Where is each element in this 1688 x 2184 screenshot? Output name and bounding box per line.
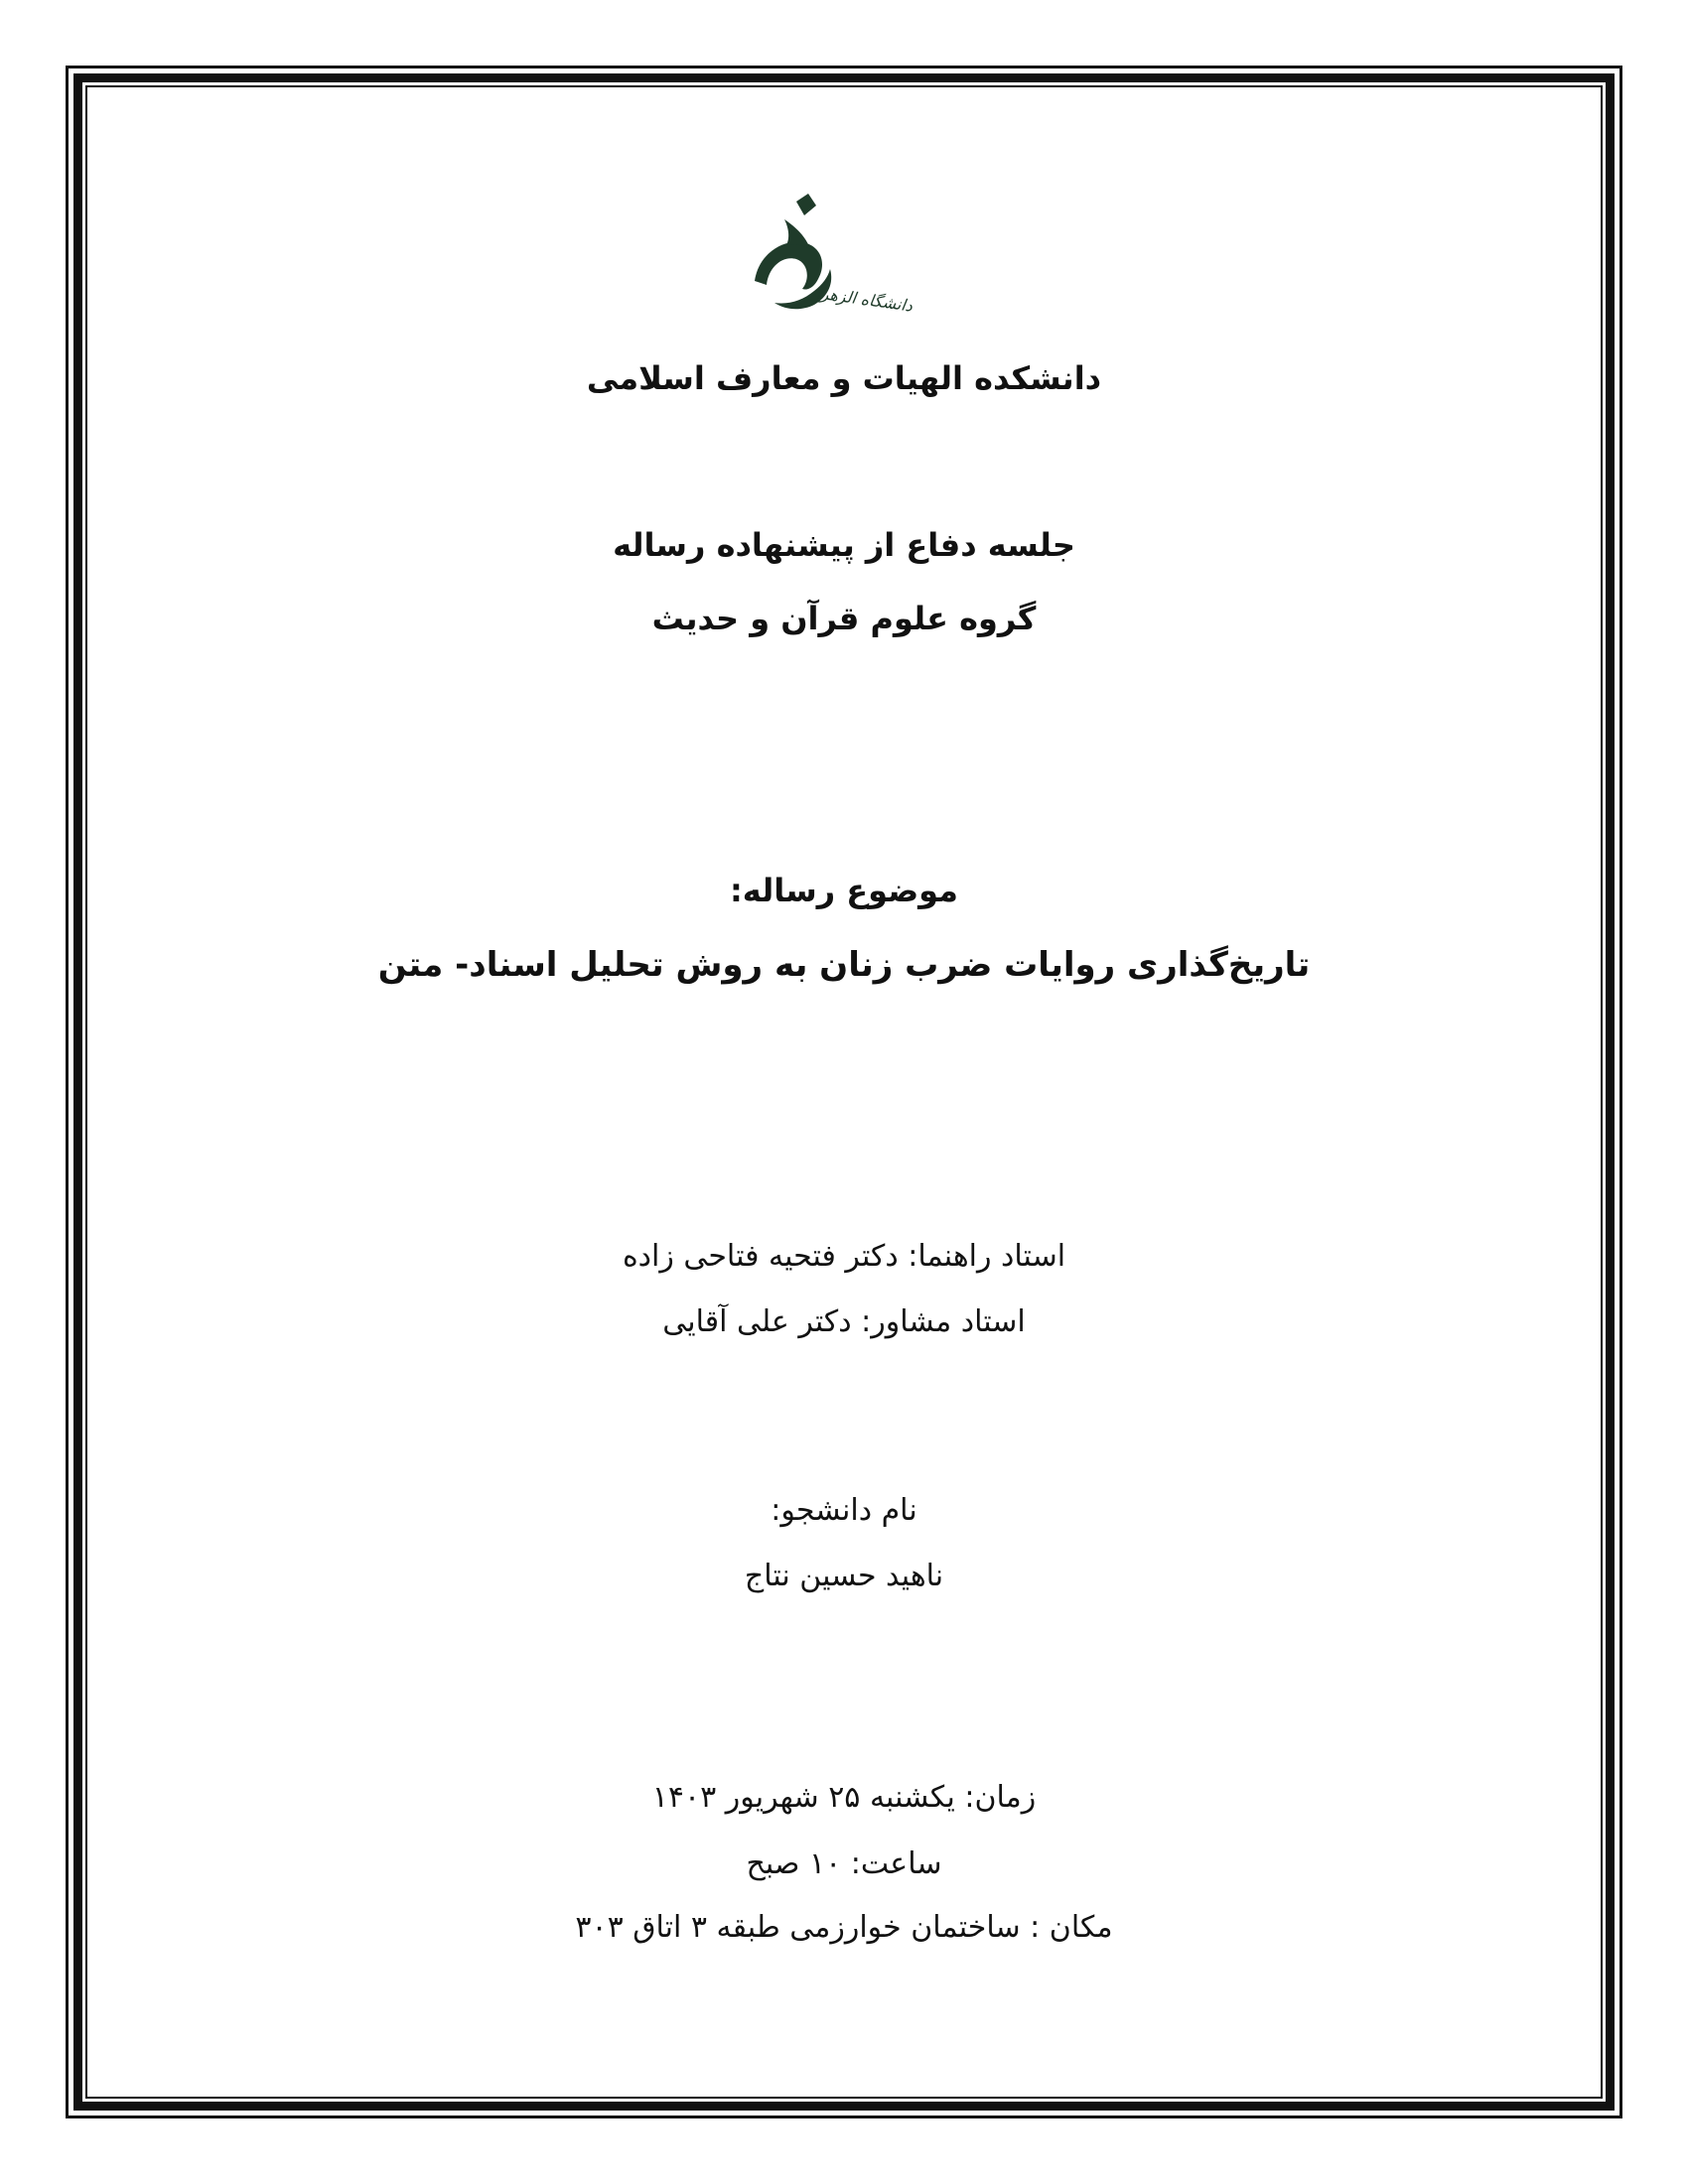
session-place: مکان : ساختمان خوارزمی طبقه ۳ اتاق ۳۰۳	[575, 1910, 1113, 1945]
consultant-line: استاد مشاور: دکتر علی آقایی	[662, 1304, 1026, 1339]
svg-text:دانشگاه الزهرا: دانشگاه الزهرا	[815, 283, 914, 316]
supervisor-line: استاد راهنما: دکتر فتحیه فتاحی زاده	[622, 1239, 1066, 1274]
student-name: ناهید حسین نتاج	[744, 1559, 944, 1593]
topic-label: موضوع رساله:	[730, 872, 958, 909]
session-date: زمان: یکشنبه ۲۵ شهریور ۱۴۰۳	[651, 1780, 1037, 1815]
university-logo	[745, 194, 943, 333]
thesis-title: تاریخ‌گذاری روایات ضرب زنان به روش تحلیل اسناد- متن	[377, 945, 1311, 985]
student-label: نام دانشجو:	[771, 1493, 917, 1528]
session-time: ساعت: ۱۰ صبح	[746, 1846, 942, 1881]
faculty-title: دانشکده الهیات و معارف اسلامی	[586, 359, 1102, 397]
group-name: گروه علوم قرآن و حدیث	[651, 600, 1037, 637]
session-title: جلسه دفاع از پیشنهاده رساله	[613, 526, 1075, 564]
